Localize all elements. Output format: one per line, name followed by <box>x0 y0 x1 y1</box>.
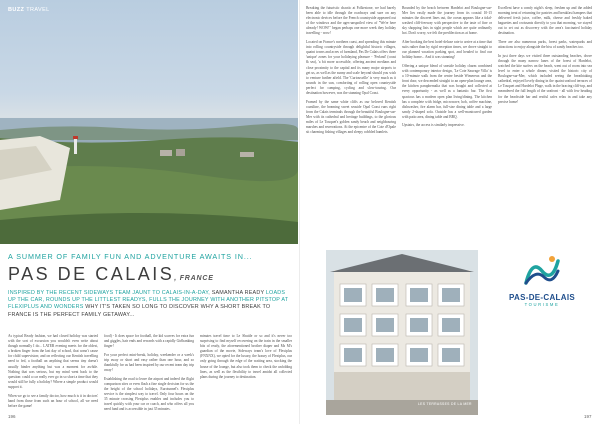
page-number-left: 196 <box>8 414 16 419</box>
paragraph: Offering a unique blend of seaside holiday charm combined with contemporary interior design, 'Le Cote Sauvage Villa' is a 10-minute walk from the centre beside Wimereux and the front door, we descended straight to an open-plan lounge area, the kitchen paraphernalia that was bought and collected at every opportunity - as well as a fantastic bar. The first spacious has a modern open plan living/dining. The kitchen has a complete with fridge, microwave, hob, coffee machine, dishwasher, fire alarm bar, full-size dining table and a large sandy 2-shaped sofa. Outside has a well-manicured garden with patio area, dining table and BBQ. <box>402 63 492 119</box>
logo-name: PAS-DE-CALAIS <box>509 293 575 302</box>
paragraph: Framed by the same white cliffs as our beloved Kentish coastline, the beaming sweet seaside Opal Coast runs right from the Calais terminals through the beautiful Boulogne-sur-Mer with its cathedral and heritage buildings, to the glorious miles of Le Touquet's golden sandy beach and neighbouring marshes and reservations. At the epicentre of the Cote d'Opale sit charming fishing villages and sleepy cobbled hamlets. <box>306 99 396 135</box>
masthead-brand: BUZZ <box>8 7 25 13</box>
paragraph: As typical Ready fashion, we had closed holiday was started with the sort of excursion you wouldn't even write about though normally I do... LATER evening meets for the oldest, a broken finger from the last day of school, that wasn't cause for child supervision; and on reflecting our Kentish travelling need to fed, a football an anything that seems tiny doesn't usually hinder anything but was a moment for awhile. Nothing that was serious, but my mind went back to the question: could a car really ever go in so short a time that they would still be fully a holiday? Where a simple product would support it. <box>8 334 98 389</box>
headline-kicker: A SUMMER OF FAMILY FUN AND ADVENTURE AWAITS IN... <box>8 252 253 261</box>
standfirst-author: SAMANTHA READY <box>211 290 265 296</box>
standfirst-rest: LOADS UP THE CAR, ROUNDS UP THE LITTLEST READYS, FULLS THE JOURNEY WITH ANOTHER PITSTOP AT FLEXIPLUS AND WONDERS <box>8 290 289 311</box>
paragraph: Located on France's northern coast, and spreading this minute into rolling countryside through delightful historic villages, quaint towns and acres of farmland, Pas De Calais offers three 'unique' zones for your holidaying pleasure - 'Ferland' (coast & sea), 'a bit more accessible, offering ancient medians and close proximity to the capital and its many major airports to get us, as well as the sunny and scale beyond should you wish to venture further afield. The 'Curiousville' is very much as it sounds in the sun, comforting of rolling open countryside perfect for camping, cycling and slow-touring. Our destination however, was the stunning Opal Coast. <box>306 40 396 95</box>
paragraph: When we go to see a family doctor, how much is it in doctors' hand from those from such an hour of school, all we need before the game! <box>8 393 98 408</box>
paragraph: Establishing the road to leave the airport and indeed the flight comparison sites or even flash a fine single decision for us the the height of the school holidays, Eurotunnel's Flexiplus service is the simplest way to travel. Only four hours on the 35 minute crossing Flexiplus enables and includes you to travel quickly with your car or coach, and who offers all you need fund and is accessible in just 35 minutes. <box>104 376 194 412</box>
paragraph: Breaking the futuristic chaotic at Folkestone, we had barely been able to idle through the roadways and sure on any electronic devices before the French countryside appeared out of the windows and the ages-unspoiled view of "We're here already! WOW!" began perhaps one more week they holiday travelling - wow! <box>306 6 396 36</box>
coastline-illustration <box>0 0 298 244</box>
article-column-6 <box>200 334 292 412</box>
paragraph: There are also numerous parks, forest parks, waterparks and attractions to enjoy alongside the biss of sandy beaches too. <box>498 40 592 50</box>
paragraph: In just three days we visited three outstanding beaches, drove through the many narrow lanes of the forest of Hardelot, watched the kite surfers on the beach, went out of room into sea level to enter a whole dinner, visited the historic city of Boulogne-sur-Mer, which included seeing the breathtaking cathedral, enjoyed lovely dining in the quaint seafood terraces of Le Touquet and Hardelot Plage, walk in the bracing cliff-top, and meandered the full length of the seafront - all with few heading for the beachside bar and restful cafes relax in and take any precise home! <box>498 53 592 104</box>
page-gutter <box>299 0 300 424</box>
paragraph: minutes travel time to Le Shuttle or so and it's never too surprising to find myself recovering on the train in the smaller bits of ready, the aforementioned brother diaper and Ms M's guardian of the movie, Sideways team's love of Flexiplus (FNXNX), we opted for the luxury, the luxury of Flexiplus, our only going through the edge of the waiting area, stocking the house of the lounge, but also took them to check the unfolding lines, as well as the flexibility to travel amidst all collected plans during the journey to destination. <box>200 334 292 379</box>
paragraph: For your perfect mini-break, holiday, weekender or a week's trip away or short and easy rather than one hour, and so thankfully for us had been inspired by our recent team day trip away! <box>104 352 194 373</box>
title-country: , FRANCE <box>174 275 214 282</box>
logo-subtitle: TOURISME <box>524 302 560 307</box>
article-column-4 <box>8 334 98 412</box>
article-column-1 <box>306 6 396 242</box>
standfirst-lead: INSPIRED BY THE RECENT SIDEWAYS TEAM JAUNT TO CALAIS-IN-A-DAY, <box>8 290 211 296</box>
photo-caption: LES TERRASSES DE LA MER <box>418 402 472 406</box>
paragraph: Bounded by the beach between Hardelot and Boulogne-sur-Mer lies easily made the journey from its coastal 10-15 minutes the discreet lines out, the ocean appears like a tidal-washed cliff-freeway with perspective to the taste of fine or sky shopping lists in sight people which are quite ordinarily hot. Don't worry, we felt the predilection as at home. <box>402 6 492 36</box>
coastline-photo <box>0 0 298 244</box>
tourism-logo <box>502 253 582 317</box>
hotel-illustration <box>326 250 478 415</box>
paragraph: Upstairs, the access is similarly impressive. <box>402 123 465 128</box>
article-column-3 <box>498 6 592 242</box>
paragraph: After booking the best hotel-deluxe rate to arrive at a time that suits rather than by rigid reception times, we drove straight to our planned vacation parking spot, and headed to find our holiday home... And it was stunning! <box>402 40 492 60</box>
logo-wave-icon <box>522 253 562 287</box>
masthead-section: TRAVEL <box>26 7 50 13</box>
standfirst-emphasis: WHY IT'S TAKEN SO LONG TO DISCOVER WHY A SHORT BREAK TO FRANCE IS THE PERFECT FAMILY GETAWAY... <box>8 304 271 318</box>
paragraph: food) - It does space for football, the kid scarves for extra fun and giggles, hair ends and rewards with a rapidly Girlbanking finger! <box>104 334 194 349</box>
standfirst <box>8 290 293 319</box>
article-column-2 <box>402 6 492 242</box>
article-column-5 <box>104 334 194 412</box>
page-number-right: 197 <box>584 414 592 419</box>
hotel-photo <box>326 250 478 415</box>
headline-title <box>8 264 214 285</box>
masthead <box>8 7 50 13</box>
title-text: PAS DE CALAIS <box>8 264 175 284</box>
paragraph: Excellent have a comfy night's sleep, freshen up and the added morning treat of returning for pastries and breakfast hampers that delivered fresh juice, coffee, milk, cheese and freshly baked baguettes and croissants directly to you that morning, we stayed out to set out as discovery with the area's fascinated holiday destination. <box>498 6 592 36</box>
